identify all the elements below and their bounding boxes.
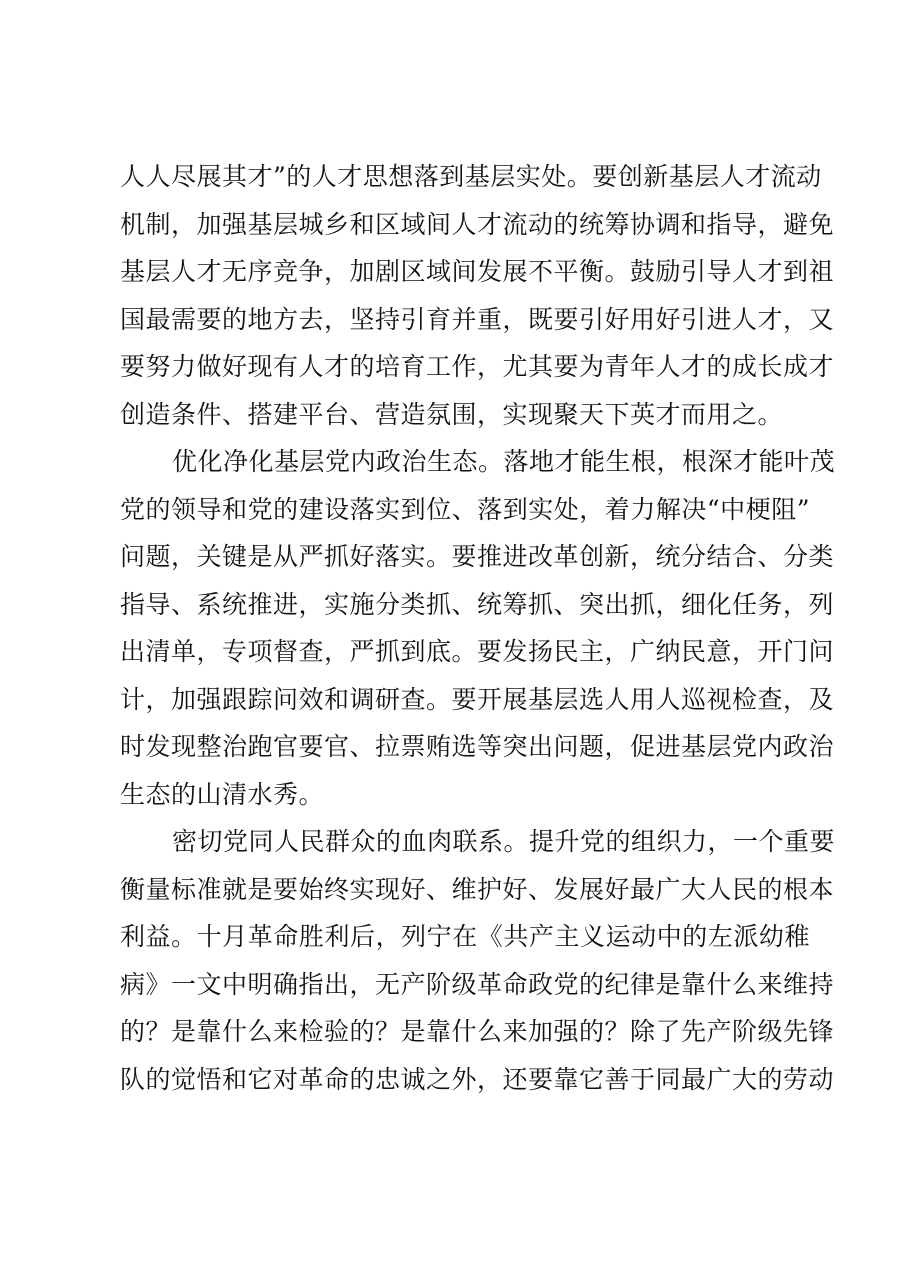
text-line: 生态的山清水秀。 (120, 779, 325, 809)
text-line: 利益。十月革命胜利后，列宁在《共产主义运动中的左派幼稚 (120, 922, 810, 951)
text-line: 的？是靠什么来检验的？是靠什么来加强的？除了先产阶级先锋 (120, 1017, 835, 1046)
text-line: 问题，关键是从严抓好落实。要推进改革创新，统分结合、分类 (120, 542, 835, 571)
paragraph-first-line: 密切党同人民群众的血肉联系。提升党的组织力，一个重要 (172, 827, 836, 856)
text-line: 机制，加强基层城乡和区域间人才流动的统筹协调和指导，避免 (120, 209, 835, 239)
document-body (120, 162, 836, 1112)
text-line: 出清单，专项督查，严抓到底。要发扬民主，广纳民意，开门问 (120, 637, 835, 666)
text-line: 人人尽展其才”的人才思想落到基层实处。要创新基层人才流动 (120, 162, 822, 191)
text-line: 病》一文中明确指出，无产阶级革命政党的纪律是靠什么来维持 (120, 969, 835, 999)
text-line: 队的觉悟和它对革命的忠诚之外，还要靠它善于同最广大的劳动 (120, 1064, 835, 1094)
text-line: 时发现整治跑官要官、拉票贿选等突出问题，促进基层党内政治 (120, 732, 835, 761)
text-line: 创造条件、搭建平台、营造氛围，实现聚天下英才而用之。 (120, 399, 784, 429)
text-line: 要努力做好现有人才的培育工作，尤其要为青年人才的成长成才 (120, 352, 835, 381)
text-line: 计，加强跟踪问效和调研查。要开展基层选人用人巡视检查，及 (120, 684, 835, 714)
text-line: 国最需要的地方去，坚持引育并重，既要引好用好引进人才，又 (120, 304, 835, 334)
text-line: 基层人才无序竞争，加剧区域间发展不平衡。鼓励引导人才到祖 (120, 257, 835, 286)
text-line: 衡量标准就是要始终实现好、维护好、发展好最广大人民的根本 (120, 874, 835, 904)
paragraph-first-line: 优化净化基层党内政治生态。落地才能生根，根深才能叶茂 (172, 447, 836, 476)
text-line: 指导、系统推进，实施分类抓、统筹抓、突出抓，细化任务，列 (120, 589, 835, 619)
text-line: 党的领导和党的建设落实到位、落到实处，着力解决“中梗阻” (120, 494, 810, 524)
